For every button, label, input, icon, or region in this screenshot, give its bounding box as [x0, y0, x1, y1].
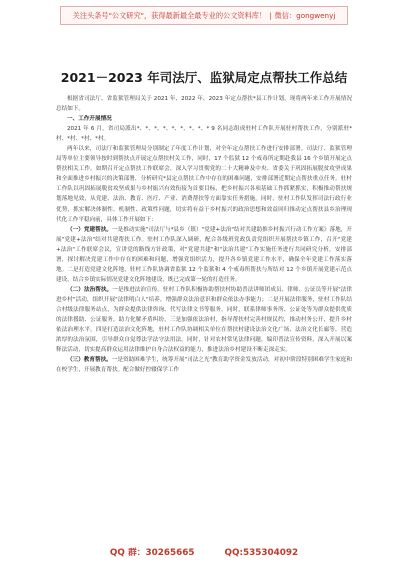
footer-qq-group: QQ 群：30265665	[109, 548, 195, 558]
paragraph-lead: （二）法治帮扶。	[67, 286, 113, 293]
body-paragraph: 2021 年 6 月，省司局派出*、*、*、*、*、*、*、*、* 9 名同志组成驻村工作队开展驻村帮扶工作，分别派驻*村、*村、*村、*村。	[56, 126, 352, 143]
body-paragraph: 两年以来，司法厅和监狱管理局分别制定了年度工作计划，对全年定点帮扶工作进行安排部署。司法厅、监狱管理局等单位主要领导按时到帮扶点开展定点帮扶村关工作，同时，17 个监狱 12 个戒毒所定期赴我县 16 个乡镇开展定点帮扶相关工作。如期召开定点帮扶工作联席会，深入学习贯彻党的二十大精神及中央、省委关于巩固拓展脱贫攻坚成果和全面推进乡村振兴的决策部署，分析研究*县定点帮扶工作中存在的困难问题，安排部署近期定点帮扶重点任务。驻村工作队以巩固拓展脱贫攻坚成果与乡村振兴有效衔接为首要目标，把乡村振兴各项基础工作抓紧抓实，积极推动帮扶规划落地见效，从党建、法治、教育、医疗、产业、消费帮扶等方面靠实任务措施。同时，驻村工作队发挥司法行政行业优势，抓实解决体制性、机制性、政策性问题，切实将有益于乡村振兴的政治思想和效益回归推动定点帮扶县乡治理现代化工作平稳向前，具体工作开展如下：	[56, 146, 352, 223]
document-body	[56, 94, 352, 375]
body-paragraph	[56, 285, 352, 355]
header-banner	[60, 6, 348, 25]
banner-wechat: 微信：gongwenyj	[274, 11, 336, 20]
footer-qq: QQ:535304092	[224, 548, 299, 558]
banner-separator: |	[269, 11, 272, 20]
paragraph-text: 一是资助困难学生，统筹开展"司法之光"教育助学资金发放活动，对初中阶段特别困难学生家庭和在校学生，开展教育帮扶。配合做好控辍保学工作	[56, 357, 352, 374]
section-heading: 一、工作开展情况	[67, 116, 112, 123]
paragraph-lead: （一）党建帮扶。	[67, 226, 112, 233]
body-paragraph	[56, 355, 352, 375]
footer-contact	[0, 545, 408, 558]
body-paragraph: 根据省司法厅、省监狱管理局关于 2021 年、2022 年、2023 年定点帮扶*县工作计划，现将两年来工作开展情况总结如下。	[56, 96, 352, 113]
banner-left-text: 关注头条号"公文研究"，获得最新最全最专业的公文资料库！	[72, 11, 267, 20]
body-paragraph	[56, 225, 352, 285]
paragraph-lead: （三）教育帮扶。	[67, 357, 112, 364]
paragraph-text: 一是推动实施"司法厅与*县乡（镇）"党建+法治"结对共建助推乡村振兴行动工作方案》落地，开展"党建+法治"结对共建帮扶工作。驻村工作队深入调研，配合各级班党政负责党组织开展帮扶乡镇工作，召开"党建+法治"工作联席会议，宣讲党的路线方针政策，对"党建共建"和"法治共建"工作实施任务进行共同研究分析，安排部署，探讨解决党建工作中存在的困难和问题，增强党组织活力，提升各乡镇党建工作水平，确保全年党建工作落实落地。二是打造党建文化阵地，驻村工作队协调省监狱 12 个监狱和 4 个戒毒所帮扶与所结对 12 个乡镇开展党建示范点建设，结合乡镇实际情况党建文化阵地建设，既已完成第一轮的打造任务。	[56, 226, 352, 283]
paragraph-text: 一是推进法治宣传。驻村工作队积极协助帮扶村协助普法讲师团成员、律师、公证员等开展"法律进乡村"活动，组织开展"法律明白人"培养，增强群众法治意识和群众依法办事能力；二是开展法律服务，驻村工作队结合村级法律服务站点，为群众提供法律咨询、代写法律文书等服务。同时，联系律师事务所、公证处等为群众提供优质的法律援助、公证服务，助力化解矛盾纠纷。三是加强依法治村，指导帮扶村完善村规民约，推动村务公开，提升乡村依法治理水平。四是打造法治文化阵地，驻村工作队协调相关单位在帮扶村建设法治文化广场、法治文化长廊等，营造浓厚的法治氛围，引导群众自觉尊法学法守法用法。同时，针对农村常见法律问题，编印普法宣传资料，深入开展以案释法活动，切实提高群众运用法律维护自身合法权益的能力，推进法治乡村建设不断走深走实。	[56, 286, 352, 354]
document-title: 2021－2023 年司法厅、监狱局定点帮扶工作总结	[60, 70, 348, 85]
